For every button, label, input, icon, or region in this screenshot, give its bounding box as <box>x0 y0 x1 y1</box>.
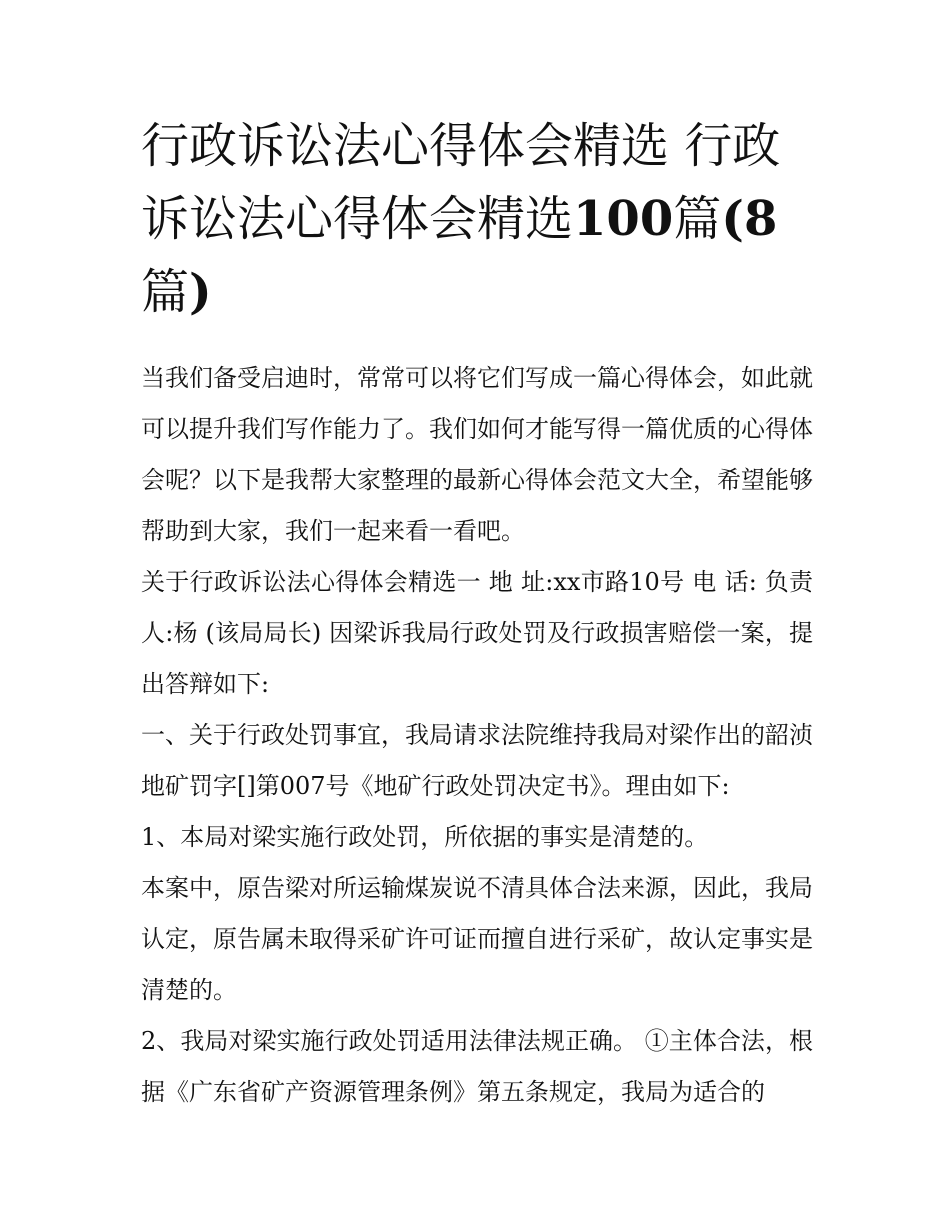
paragraph-point-two: 2、我局对梁实施行政处罚适用法律法规正确。 ①主体合法，根据《广东省矿产资源管理条例》第五条规定，我局为适合的 <box>141 1027 813 1106</box>
document-title: 行政诉讼法心得体会精选 行政诉讼法心得体会精选100篇(8篇) <box>141 118 781 320</box>
paragraph-intro: 当我们备受启迪时，常常可以将它们写成一篇心得体会，如此就可以提升我们写作能力了。我们如何才能写得一篇优质的心得体会呢？以下是我帮大家整理的最新心得体会范文大全，希望能够帮助到大家，我们一起来看一看吧。 <box>141 364 813 545</box>
paragraph-respondent-info: 关于行政诉讼法心得体会精选一 地 址:xx市路10号 电 话: 负责人:杨 (该局局长) 因梁诉我局行政处罚及行政损害赔偿一案，提出答辩如下: <box>141 568 813 698</box>
paragraph-section-one: 一、关于行政处罚事宜，我局请求法院维持我局对梁作出的韶浈地矿罚字[]第007号《地矿行政处罚决定书》。理由如下: <box>141 721 813 800</box>
paragraph-point-one: 1、本局对梁实施行政处罚，所依据的事实是清楚的。 <box>141 823 709 851</box>
paragraph-case-facts: 本案中，原告梁对所运输煤炭说不清具体合法来源，因此，我局认定，原告属未取得采矿许可证而擅自进行采矿，故认定事实是清楚的。 <box>141 874 813 1004</box>
document-body <box>141 353 813 1118</box>
document-content <box>141 110 813 1118</box>
